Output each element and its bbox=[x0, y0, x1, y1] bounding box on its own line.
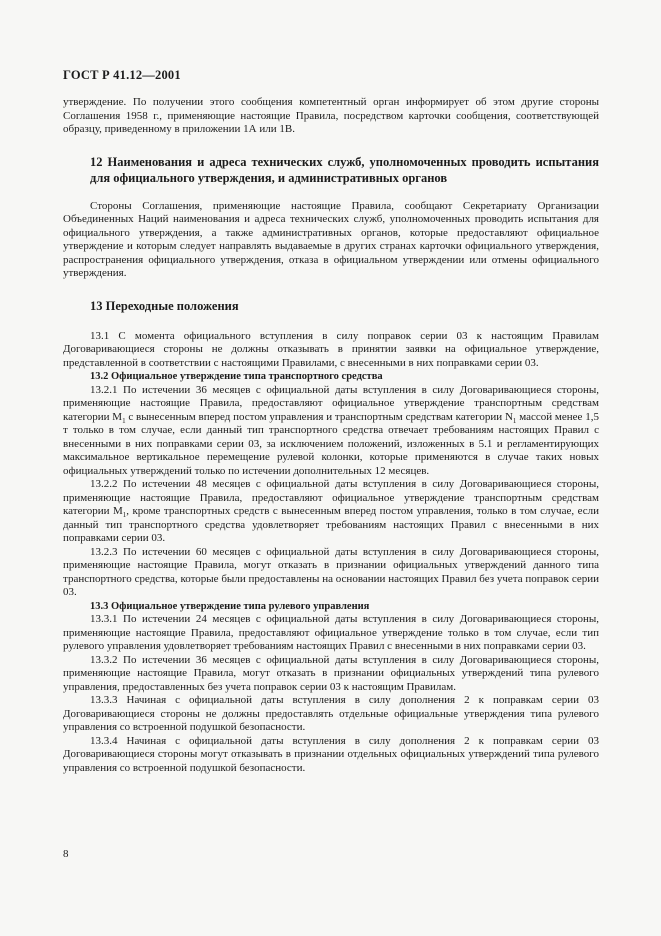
paragraph-13-2-2 bbox=[63, 478, 599, 546]
paragraph-13-1: 13.1 С момента официального вступления в силу поправок серии 03 к настоящим Правилам Договаривающиеся стороны не должны отказывать в принятии заявки на официальное утверждение, представленной в соответствии с настоящими Правилами, с внесенными в них поправками серии 03. bbox=[63, 329, 599, 369]
page-number: 8 bbox=[63, 848, 69, 860]
paragraph-13-2-1 bbox=[63, 384, 599, 479]
paragraph-13-3-2: 13.3.2 По истечении 36 месяцев с официальной даты вступления в силу Договаривающиеся стороны, применяющие настоящие Правила, могут отказать в признании официальных утверждений типа рулевого управления, предоставленных без учета поправок серии 03 к настоящим Правилам. bbox=[63, 653, 599, 693]
section-13-title: 13 Переходные положения bbox=[90, 298, 239, 313]
subscript-m1: 1 bbox=[122, 416, 126, 425]
subsection-13-3-title: 13.3 Официальное утверждение типа рулевого управления bbox=[90, 600, 370, 612]
document-header: ГОСТ Р 41.12—2001 bbox=[63, 68, 181, 82]
paragraph-13-2-2-part-a: 13.2.2 По истечении 48 месяцев с официальной даты вступления в силу Договаривающиеся стороны, применяющие настоящие Правила, предоставляют официальное утверждение транспортным средствам категории M bbox=[63, 478, 599, 517]
paragraph-13-2-1-part-b: с вынесенным вперед постом управления и транспортным средствам категории N bbox=[125, 410, 513, 423]
paragraph-13-3-4: 13.3.4 Начиная с официальной даты вступления в силу дополнения 2 к поправкам серии 03 Договаривающиеся стороны могут отказывать в признании отдельных официальных утверждений типа рулевого управления со встроенной подушкой безопасности. bbox=[63, 734, 599, 774]
section-12-title: 12 Наименования и адреса технических служб, уполномоченных проводить испытания для официального утверждения, и административных органов bbox=[90, 154, 599, 185]
paragraph-13-2-3: 13.2.3 По истечении 60 месяцев с официальной даты вступления в силу Договаривающиеся стороны, применяющие настоящие Правила, могут отказать в признании официальных утверждений данного типа транспортного средства, которые были предоставлены на основании настоящих Правил без учета поправок серии 03. bbox=[63, 545, 599, 598]
paragraph-13-2-1-part-c: массой менее 1,5 т только в том случае, если данный тип транспортного средства отвечает требованиям настоящих Правил с внесенными в них поправками серии 03, за исключением положений, изложенных в 5.1 и регламентирующих максимальное вертикальное перемещение рулевой колонки, которые применяются в случае таких новых официальных утверждений только по истечении дополнительных 12 месяцев. bbox=[63, 410, 599, 477]
intro-paragraph: утверждение. По получении этого сообщения компетентный орган информирует об этом другие стороны Соглашения 1958 г., применяющие настоящие Правила, посредством карточки сообщения, соответствующей образцу, приведенному в приложении 1А или 1В. bbox=[63, 96, 599, 135]
paragraph-13-3-1: 13.3.1 По истечении 24 месяцев с официальной даты вступления в силу Договаривающиеся стороны, применяющие настоящие Правила, предоставляют официальное утверждение только в том случае, если тип рулевого управления удовлетворяет требованиям настоящих Правил с внесенными в них поправками серии 03. bbox=[63, 613, 599, 652]
section-12-text: Стороны Соглашения, применяющие настоящие Правила, сообщают Секретариату Организации Объединенных Наций наименования и адреса технических служб, уполномоченных проводить испытания для официального утверждения, а также административных органов, которые предоставляют официальное утверждение и которым следует направлять выдаваемые в других странах карточки официального утверждения, распространения официального утверждения, отказа в официальном утверждении или отмены официального утверждения. bbox=[63, 199, 599, 279]
page-content bbox=[63, 96, 599, 775]
paragraph-13-2-2-part-b: , кроме транспортных средств с вынесенным вперед постом управления, только в том случае, если данный тип транспортного средства удовлетворяет требованиям настоящих Правил с внесенными в них поправками серии 03. bbox=[63, 505, 599, 544]
paragraph-13-3-3: 13.3.3 Начиная с официальной даты вступления в силу дополнения 2 к поправкам серии 03 Договаривающиеся стороны не должны предоставлять отдельные официальные утверждения типа рулевого управления со встроенной подушкой безопасности. bbox=[63, 694, 599, 733]
subscript-m1: 1 bbox=[122, 511, 127, 520]
paragraph-13-2-1-part-a: 13.2.1 По истечении 36 месяцев с официальной даты вступления в силу Договаривающиеся стороны, применяющие настоящие Правила, предоставляют официальное утверждение транспортным средствам категории M bbox=[63, 383, 599, 423]
subsection-13-2-title: 13.2 Официальное утверждение типа транспортного средства bbox=[90, 371, 383, 382]
subscript-n1: 1 bbox=[512, 416, 517, 425]
